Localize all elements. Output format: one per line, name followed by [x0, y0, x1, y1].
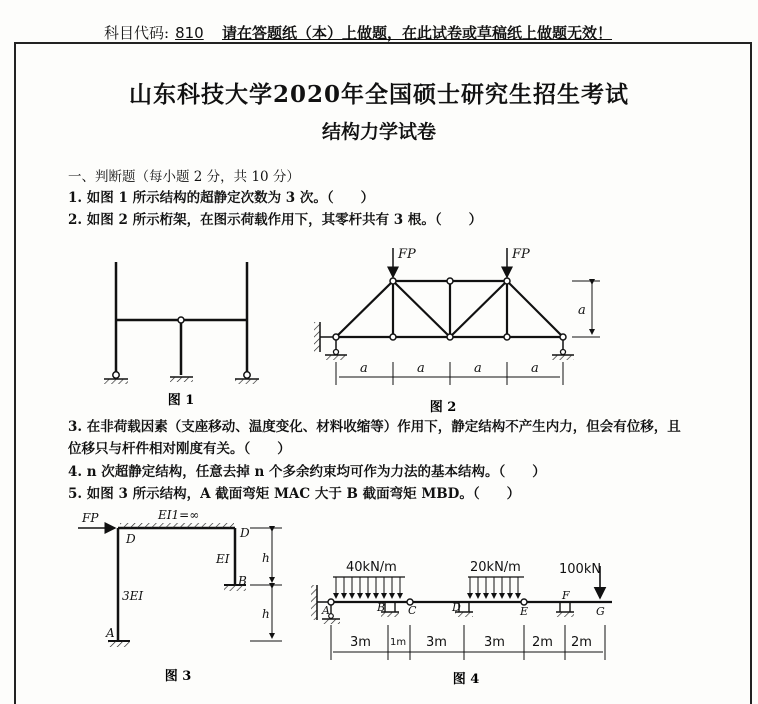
subject-code-value: 810: [175, 24, 204, 42]
fig4-point-load: 100kN: [559, 562, 602, 577]
fig4-node-c: C: [408, 604, 417, 617]
fig2-dim-2: a: [417, 361, 425, 376]
question-5: 5. 如图 3 所示结构，A 截面弯矩 MAC 大于 B 截面弯矩 MBD。（ ）: [68, 486, 521, 502]
fig4-node-g: G: [596, 605, 605, 618]
exam-title: 山东科技大学2020年全国硕士研究生招生考试: [128, 81, 629, 108]
figure-1-caption: 图 1: [167, 393, 195, 408]
fig3-left-column-stiffness: 3EI: [122, 589, 144, 603]
fig4-node-b: B: [377, 601, 386, 614]
fig4-span-3: 3m: [426, 635, 447, 650]
figure-1: [104, 262, 259, 384]
figure-4-caption: 图 4: [452, 672, 480, 687]
question-3-line-2: 位移只与杆件相对刚度有关。（ ）: [68, 441, 291, 457]
subject-code-label: 科目代码:: [104, 24, 170, 42]
fig3-node-d: D: [240, 526, 250, 540]
figure-2: [314, 248, 600, 385]
fig4-node-a: A: [322, 604, 330, 617]
question-1: 1. 如图 1 所示结构的超静定次数为 3 次。（ ）: [68, 190, 375, 206]
fig4-node-e: E: [520, 605, 529, 618]
fig4-span-5: 2m: [532, 635, 553, 650]
fig3-node-c: D: [126, 532, 136, 546]
fig4-load-40: 40kN/m: [346, 560, 397, 575]
fig2-dim-4: a: [531, 361, 539, 376]
figure-3-caption: 图 3: [164, 669, 192, 684]
header-warning: 请在答题纸（本）上做题，在此试卷或草稿纸上做题无效！: [222, 24, 613, 42]
fig3-dim-h-lower: h: [262, 607, 270, 621]
figure-2-caption: 图 2: [429, 400, 457, 415]
fig2-dim-height: a: [578, 303, 586, 318]
fig4-span-4: 3m: [484, 635, 505, 650]
exam-subtitle: 结构力学试卷: [321, 121, 436, 143]
section-heading: 一、判断题（每小题 2 分，共 10 分）: [68, 169, 300, 185]
fig3-dim-h-upper: h: [262, 551, 270, 565]
fig4-load-20: 20kN/m: [470, 560, 521, 575]
fig2-dim-3: a: [474, 361, 482, 376]
fig2-load-label-2: FP: [512, 247, 530, 262]
fig2-dim-1: a: [360, 361, 368, 376]
question-3-line-1: 3. 在非荷载因素（支座移动、温度变化、材料收缩等）作用下，静定结构不产生内力，但会有位移，且: [68, 419, 681, 435]
fig3-node-a: A: [106, 626, 115, 640]
fig2-load-label-1: FP: [398, 247, 416, 262]
fig3-column-stiffness: EI: [216, 552, 230, 566]
fig3-beam-stiffness: EI1=∞: [158, 508, 200, 522]
question-4: 4. n 次超静定结构，任意去掉 n 个多余约束均可作为力法的基本结构。（ ）: [68, 464, 546, 480]
fig4-span-1: 3m: [350, 635, 371, 650]
fig4-node-d: D: [452, 601, 461, 614]
fig4-span-2: 1m: [390, 637, 407, 648]
question-2: 2. 如图 2 所示桁架，在图示荷载作用下，其零杆共有 3 根。（ ）: [68, 212, 483, 228]
fig3-force-label: FP: [82, 511, 99, 525]
fig3-node-b: B: [238, 574, 247, 588]
fig4-node-f: F: [562, 589, 570, 602]
fig4-span-6: 2m: [571, 635, 592, 650]
